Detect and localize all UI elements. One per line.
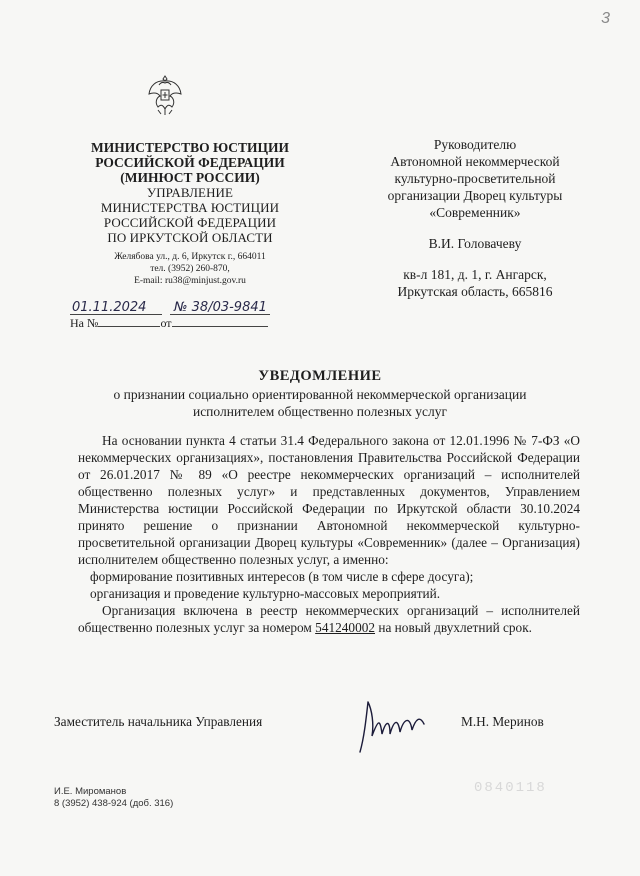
recipient-line1: Руководителю [433, 137, 517, 152]
document-subtitle [60, 386, 580, 420]
recipient-name: В.И. Головачеву [428, 236, 522, 251]
registration-number: № 38/03-9841 [174, 300, 267, 315]
reference-line [70, 316, 270, 331]
ministry-name-line2: РОССИЙСКОЙ ФЕДЕРАЦИИ [95, 155, 285, 170]
executor-block [54, 786, 173, 810]
recipient-block [350, 136, 600, 300]
sender-phone: тел. (3952) 260-870, [150, 264, 230, 274]
subtitle-line1: о признании социально ориентированной некоммерческой организации [113, 387, 527, 402]
department-line2: МИНИСТЕРСТВА ЮСТИЦИИ [100, 200, 280, 215]
registration-line [70, 300, 270, 330]
coat-of-arms-emblem [146, 72, 184, 118]
registry-number: 541240002 [315, 620, 376, 635]
paragraph-2-start: Организация включена в реестр некоммерческих организаций – исполнителей общественно полезных услуг за номером [78, 603, 580, 635]
service-item-1: формирование позитивных интересов (в том числе в сфере досуга); [90, 569, 474, 584]
department-line3: РОССИЙСКОЙ ФЕДЕРАЦИИ [103, 215, 277, 230]
registration-date: 01.11.2024 [72, 300, 147, 315]
signatory-title: Заместитель начальника Управления [54, 714, 263, 729]
body-paragraph-1: На основании пункта 4 статьи 31.4 Федерального закона от 12.01.1996 № 7-ФЗ «О некоммерческих организациях», постановления Правительства Российской Федерации от 26.01.2017 № 89 «О реестре некоммерческих организаций – исполнителей общественно полезных услуг» и представленных документов, Управлением Министерства юстиции Российской Федерации по Иркутской области 30.10.2024 принято решение о признании Автономной некоммерческой культурно-просветительной организации Дворец культуры «Современник» (далее – Организация) исполнителем общественно полезных услуг, а именно: [78, 433, 580, 567]
recipient-address-line1: кв-л 181, д. 1, г. Ангарск, [403, 267, 547, 282]
recipient-address-line2: Иркутская область, 665816 [397, 284, 553, 299]
handwritten-signature [350, 690, 440, 760]
department-line4: ПО ИРКУТСКОЙ ОБЛАСТИ [107, 230, 273, 245]
na-label: На № [70, 316, 99, 330]
sender-block [60, 140, 320, 287]
service-item-2: организация и проведение культурно-массовых мероприятий. [90, 586, 441, 601]
sender-email: E-mail: ru38@minjust.gov.ru [134, 276, 246, 286]
document-body [78, 432, 580, 636]
recipient-line2: Автономной некоммерческой [390, 154, 560, 169]
executor-name: И.Е. Мироманов [54, 786, 127, 797]
document-title: УВЕДОМЛЕНИЕ [258, 368, 382, 384]
faint-stamp-number: 0840118 [474, 780, 547, 796]
department-line1: УПРАВЛЕНИЕ [146, 185, 234, 200]
signatory-name: М.Н. Меринов [461, 714, 544, 729]
paragraph-2-end: на новый двухлетний срок. [375, 620, 532, 635]
executor-phone: 8 (3952) 438-924 (доб. 316) [54, 798, 174, 809]
recipient-line3: культурно-просветительной [394, 171, 556, 186]
recipient-line4: организации Дворец культуры [387, 188, 563, 203]
ministry-short-name: (МИНЮСТ РОССИИ) [120, 170, 260, 185]
subtitle-line2: исполнителем общественно полезных услуг [192, 404, 448, 419]
body-paragraph-2 [78, 602, 580, 636]
sender-address: Желябова ул., д. 6, Иркутск г., 664011 [114, 252, 266, 262]
recipient-line5: «Современник» [429, 205, 521, 220]
sender-address-block [60, 251, 320, 287]
ministry-name-line1: МИНИСТЕРСТВО ЮСТИЦИИ [90, 140, 289, 155]
page-number: 3 [601, 10, 610, 27]
ot-label: от [160, 316, 172, 330]
